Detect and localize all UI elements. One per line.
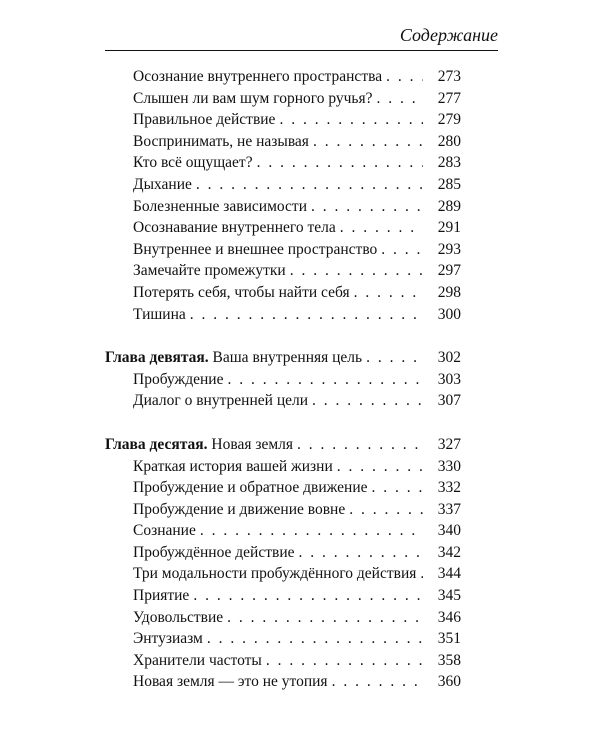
dot-leader [200,520,423,542]
toc-entry [0,282,461,304]
toc-entry-page: 330 [437,457,461,475]
chapter-title: Ваша внутренняя цель [212,349,363,367]
toc-entry [0,369,461,391]
dot-leader [227,607,423,629]
toc-entry-title: Новая земля — это не утопия [133,673,328,691]
dot-leader [340,217,423,239]
toc-entry-title: Пробуждение и обратное движение [133,479,368,497]
toc-entry [0,456,461,478]
toc-entry-title: Пробуждение [133,370,224,388]
toc-entry-title: Слышен ли вам шум горного ручья? [133,89,373,107]
toc-entry [0,542,461,564]
toc-entry [0,88,461,110]
toc-entry-page: 340 [437,522,461,540]
toc-chapter-9 [0,347,600,412]
toc-entry-title: Кто всё ощущает? [133,154,253,172]
toc-entry-title: Замечайте промежутки [133,262,286,280]
toc-entry-title: Воспринимать, не называя [133,132,309,150]
toc-entry-page: 285 [437,175,461,193]
dot-leader [332,671,423,693]
dot-leader [337,456,423,478]
toc-entry [0,174,461,196]
chapter-label: Глава девятая. [105,349,209,367]
toc-entry-title: Краткая история вашей жизни [133,457,333,475]
toc-entry [0,260,461,282]
toc-entry [0,585,461,607]
toc-entry [0,217,461,239]
toc-entry-title: Удовольствие [133,608,224,626]
toc-entry-page: 342 [437,543,461,561]
dot-leader [196,174,423,196]
dot-leader [290,260,423,282]
running-head [105,26,498,51]
toc-entry-page: 346 [437,608,461,626]
toc-entry-title: Потерять себя, чтобы найти себя [133,283,350,301]
toc-entry-page: 279 [437,111,461,129]
toc-entry-page: 358 [437,651,461,669]
dot-leader [386,66,423,88]
toc-entry [0,628,461,650]
toc-entry-title: Три модальности пробуждённого действия [133,565,417,583]
toc-entry-page: 293 [437,240,461,258]
toc-entry [0,152,461,174]
toc-entry-title: Тишина [133,305,186,323]
toc-entry-title: Пробуждённое действие [133,543,295,561]
toc-entry-page: 337 [437,500,461,518]
dot-leader [420,563,423,585]
toc-entry-page: 283 [437,154,461,172]
toc-entry-title: Осознание внутреннего пространства [133,68,383,85]
toc-entry-page: 300 [437,305,461,323]
dot-leader [313,131,423,153]
toc-entry [0,239,461,261]
dot-leader [312,390,423,412]
toc-entry-title: Сознание [133,522,196,540]
toc-entry [0,520,461,542]
toc-entry-page: 303 [437,370,461,388]
dot-leader [377,88,423,110]
toc-entry [0,477,461,499]
toc-entry [0,196,461,218]
toc-entry-page: 345 [437,587,461,605]
running-head-title: Содержание [399,25,498,45]
dot-leader [311,196,423,218]
toc-entry-page: 327 [437,435,461,453]
toc-entry-page: 351 [437,630,461,648]
toc-entry-page: 360 [437,673,461,691]
dot-leader [354,282,423,304]
table-of-contents [0,66,600,693]
toc-entry-title: Болезненные зависимости [133,197,307,215]
toc-entry-page: 297 [437,262,461,280]
dot-leader [299,542,423,564]
toc-entry-page: 298 [437,283,461,301]
toc-entry [0,390,461,412]
toc-chapter-entry [0,347,461,369]
dot-leader [349,499,423,521]
dot-leader [279,109,423,131]
toc-entry-title: Диалог о внутренней цели [133,392,309,410]
toc-chapter-heading [105,347,362,369]
dot-leader [193,585,423,607]
toc-entry-title: Приятие [133,587,190,605]
toc-entry-page: 289 [437,197,461,215]
chapter-label: Глава десятая. [105,435,208,453]
toc-entry [0,131,461,153]
toc-entry-page: 291 [437,219,461,237]
dot-leader [190,304,423,326]
toc-entry [0,671,461,693]
toc-continued-group [0,66,600,325]
toc-entry-page: 344 [437,565,461,583]
dot-leader [257,152,423,174]
toc-entry-page: 302 [437,349,461,367]
toc-entry [0,66,461,88]
toc-entry-title: Хранители частоты [133,651,262,669]
toc-chapter-heading [105,434,293,456]
toc-entry-title: Внутреннее и внешнее пространство [133,240,378,258]
toc-entry [0,607,461,629]
toc-entry-title: Дыхание [133,175,192,193]
dot-leader [381,239,423,261]
dot-leader [372,477,423,499]
toc-entry [0,499,461,521]
toc-entry-page: 280 [437,132,461,150]
toc-chapter-10 [0,434,600,693]
toc-entry-title: Пробуждение и движение вовне [133,500,346,518]
chapter-title: Новая земля [211,435,294,453]
dot-leader [207,628,423,650]
toc-entry-page: 273 [437,68,461,85]
dot-leader [227,369,423,391]
toc-entry [0,650,461,672]
toc-entry-title: Правильное действие [133,111,276,129]
dot-leader [366,347,423,369]
toc-entry-page: 277 [437,89,461,107]
toc-entry [0,304,461,326]
toc-entry [0,563,461,585]
toc-entry-page: 332 [437,479,461,497]
toc-entry-page: 307 [437,392,461,410]
toc-chapter-entry [0,434,461,456]
toc-entry [0,109,461,131]
dot-leader [266,650,423,672]
dot-leader [297,434,423,456]
toc-entry-title: Осознавание внутреннего тела [133,219,336,237]
toc-entry-title: Энтузиазм [133,630,203,648]
